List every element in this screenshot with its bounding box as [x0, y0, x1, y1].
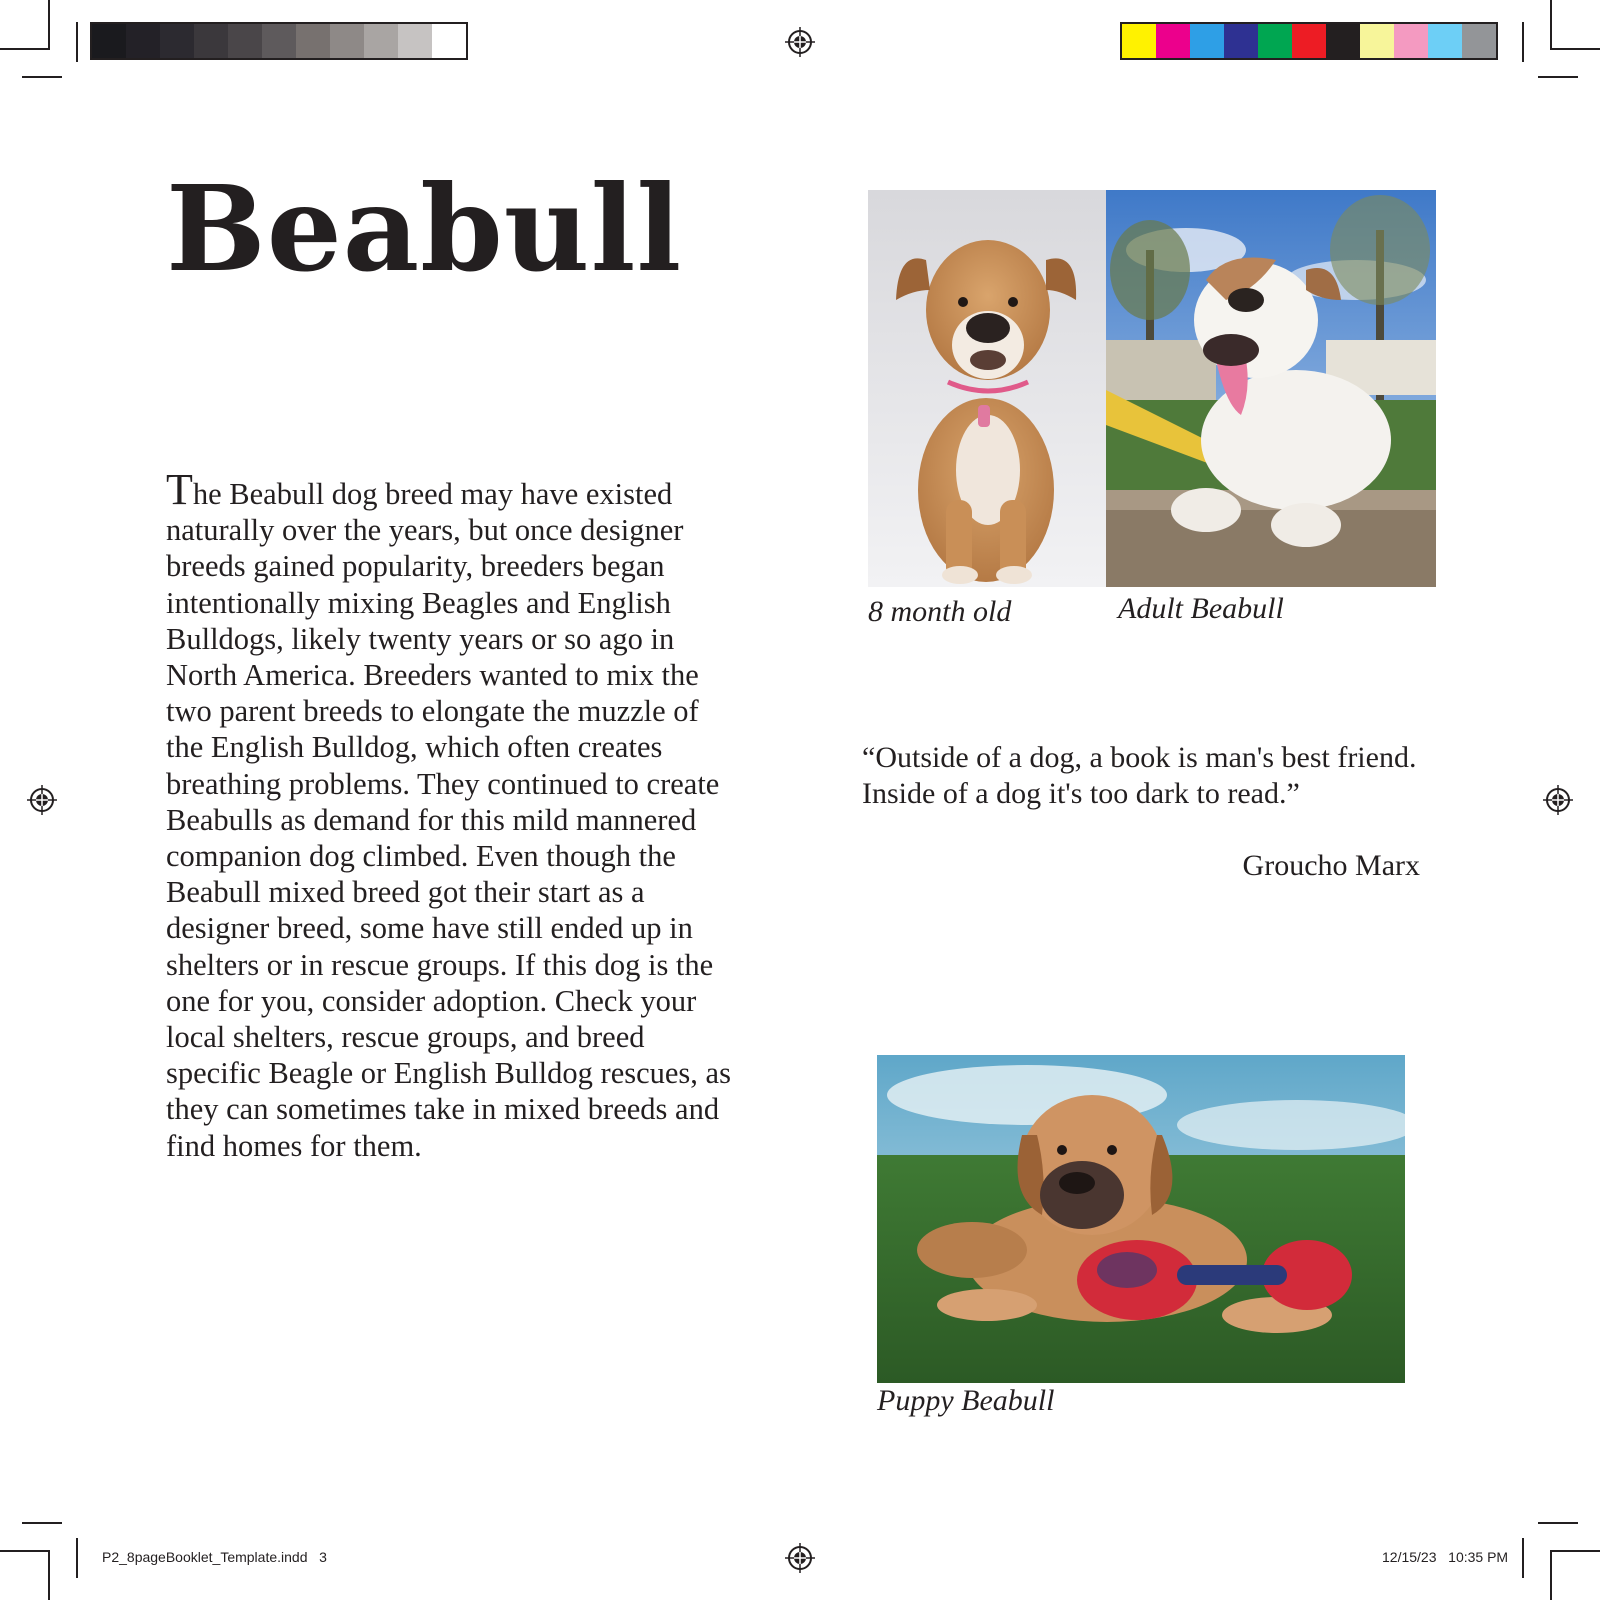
- date-slug: 12/15/23 10:35 PM: [1382, 1549, 1509, 1565]
- color-swatch: [1258, 24, 1292, 58]
- crop-mark: [1522, 22, 1524, 62]
- color-swatch: [398, 24, 432, 58]
- body-text: he Beabull dog breed may have existed naturally over the years, but once designer breeds gained popularity, breeders began intentionally mixing Beagles and English Bulldogs, likely twenty years or so ago in North America. Breeders wanted to mix the two parent breeds to elongate the muzzle of the English Bulldog, which often creates breathing problems. They continued to create Beabulls as demand for this mild mannered companion dog climbed. Even though the Beabull mixed breed got their start as a designer breed, some have still ended up in shelters or in rescue groups. If this dog is the one for you, consider adoption. Check your local shelters, rescue groups, and breed specific Beagle or English Bulldog rescues, as they can sometimes take in mixed breeds and find homes for them.: [166, 477, 731, 1163]
- crop-mark: [48, 1550, 50, 1600]
- crop-mark: [1538, 1522, 1578, 1524]
- color-swatch: [330, 24, 364, 58]
- color-swatch: [1360, 24, 1394, 58]
- color-swatch: [262, 24, 296, 58]
- crop-mark: [76, 1538, 78, 1578]
- color-swatch: [1428, 24, 1462, 58]
- dog-snow-photo: [868, 190, 1106, 587]
- color-swatch: [432, 24, 466, 58]
- crop-mark: [0, 48, 50, 50]
- color-swatch: [1156, 24, 1190, 58]
- color-swatch: [194, 24, 228, 58]
- photo-puppy-beabull: [877, 1055, 1405, 1383]
- registration-mark-icon: [785, 1543, 815, 1573]
- crop-mark: [1522, 1538, 1524, 1578]
- color-swatch: [1462, 24, 1496, 58]
- process-color-bar: [1120, 22, 1498, 60]
- crop-mark: [22, 1522, 62, 1524]
- registration-mark-icon: [1543, 785, 1573, 815]
- page-title: Beabull: [166, 159, 683, 298]
- color-swatch: [296, 24, 330, 58]
- color-swatch: [364, 24, 398, 58]
- caption-8-month-old: 8 month old: [868, 595, 1012, 628]
- caption-adult-beabull: Adult Beabull: [1118, 592, 1284, 625]
- crop-mark: [48, 0, 50, 50]
- drop-cap: T: [166, 465, 193, 514]
- puppy-photo: [877, 1055, 1405, 1383]
- color-swatch: [1122, 24, 1156, 58]
- crop-mark: [1538, 76, 1578, 78]
- crop-mark: [1550, 1550, 1600, 1552]
- body-paragraph: [166, 465, 806, 1164]
- color-swatch: [1224, 24, 1258, 58]
- photo-adult-beabull: [1106, 190, 1436, 587]
- quote-text: “Outside of a dog, a book is man's best friend. Inside of a dog it's too dark to read.”: [862, 741, 1417, 810]
- color-swatch: [160, 24, 194, 58]
- crop-mark: [0, 1550, 50, 1552]
- crop-mark: [1550, 48, 1600, 50]
- file-slug: P2_8pageBooklet_Template.indd 3: [102, 1549, 327, 1565]
- color-swatch: [1190, 24, 1224, 58]
- adult-dog-photo: [1106, 190, 1436, 587]
- color-swatch: [92, 24, 126, 58]
- color-swatch: [126, 24, 160, 58]
- crop-mark: [22, 76, 62, 78]
- grayscale-color-bar: [90, 22, 468, 60]
- caption-puppy-beabull: Puppy Beabull: [877, 1384, 1055, 1417]
- color-swatch: [1292, 24, 1326, 58]
- color-swatch: [228, 24, 262, 58]
- quote-author: Groucho Marx: [1242, 849, 1420, 882]
- registration-mark-icon: [27, 785, 57, 815]
- crop-mark: [76, 22, 78, 62]
- registration-mark-icon: [785, 27, 815, 57]
- crop-mark: [1550, 0, 1552, 50]
- color-swatch: [1326, 24, 1360, 58]
- photo-8-month-old: [868, 190, 1106, 587]
- color-swatch: [1394, 24, 1428, 58]
- crop-mark: [1550, 1550, 1552, 1600]
